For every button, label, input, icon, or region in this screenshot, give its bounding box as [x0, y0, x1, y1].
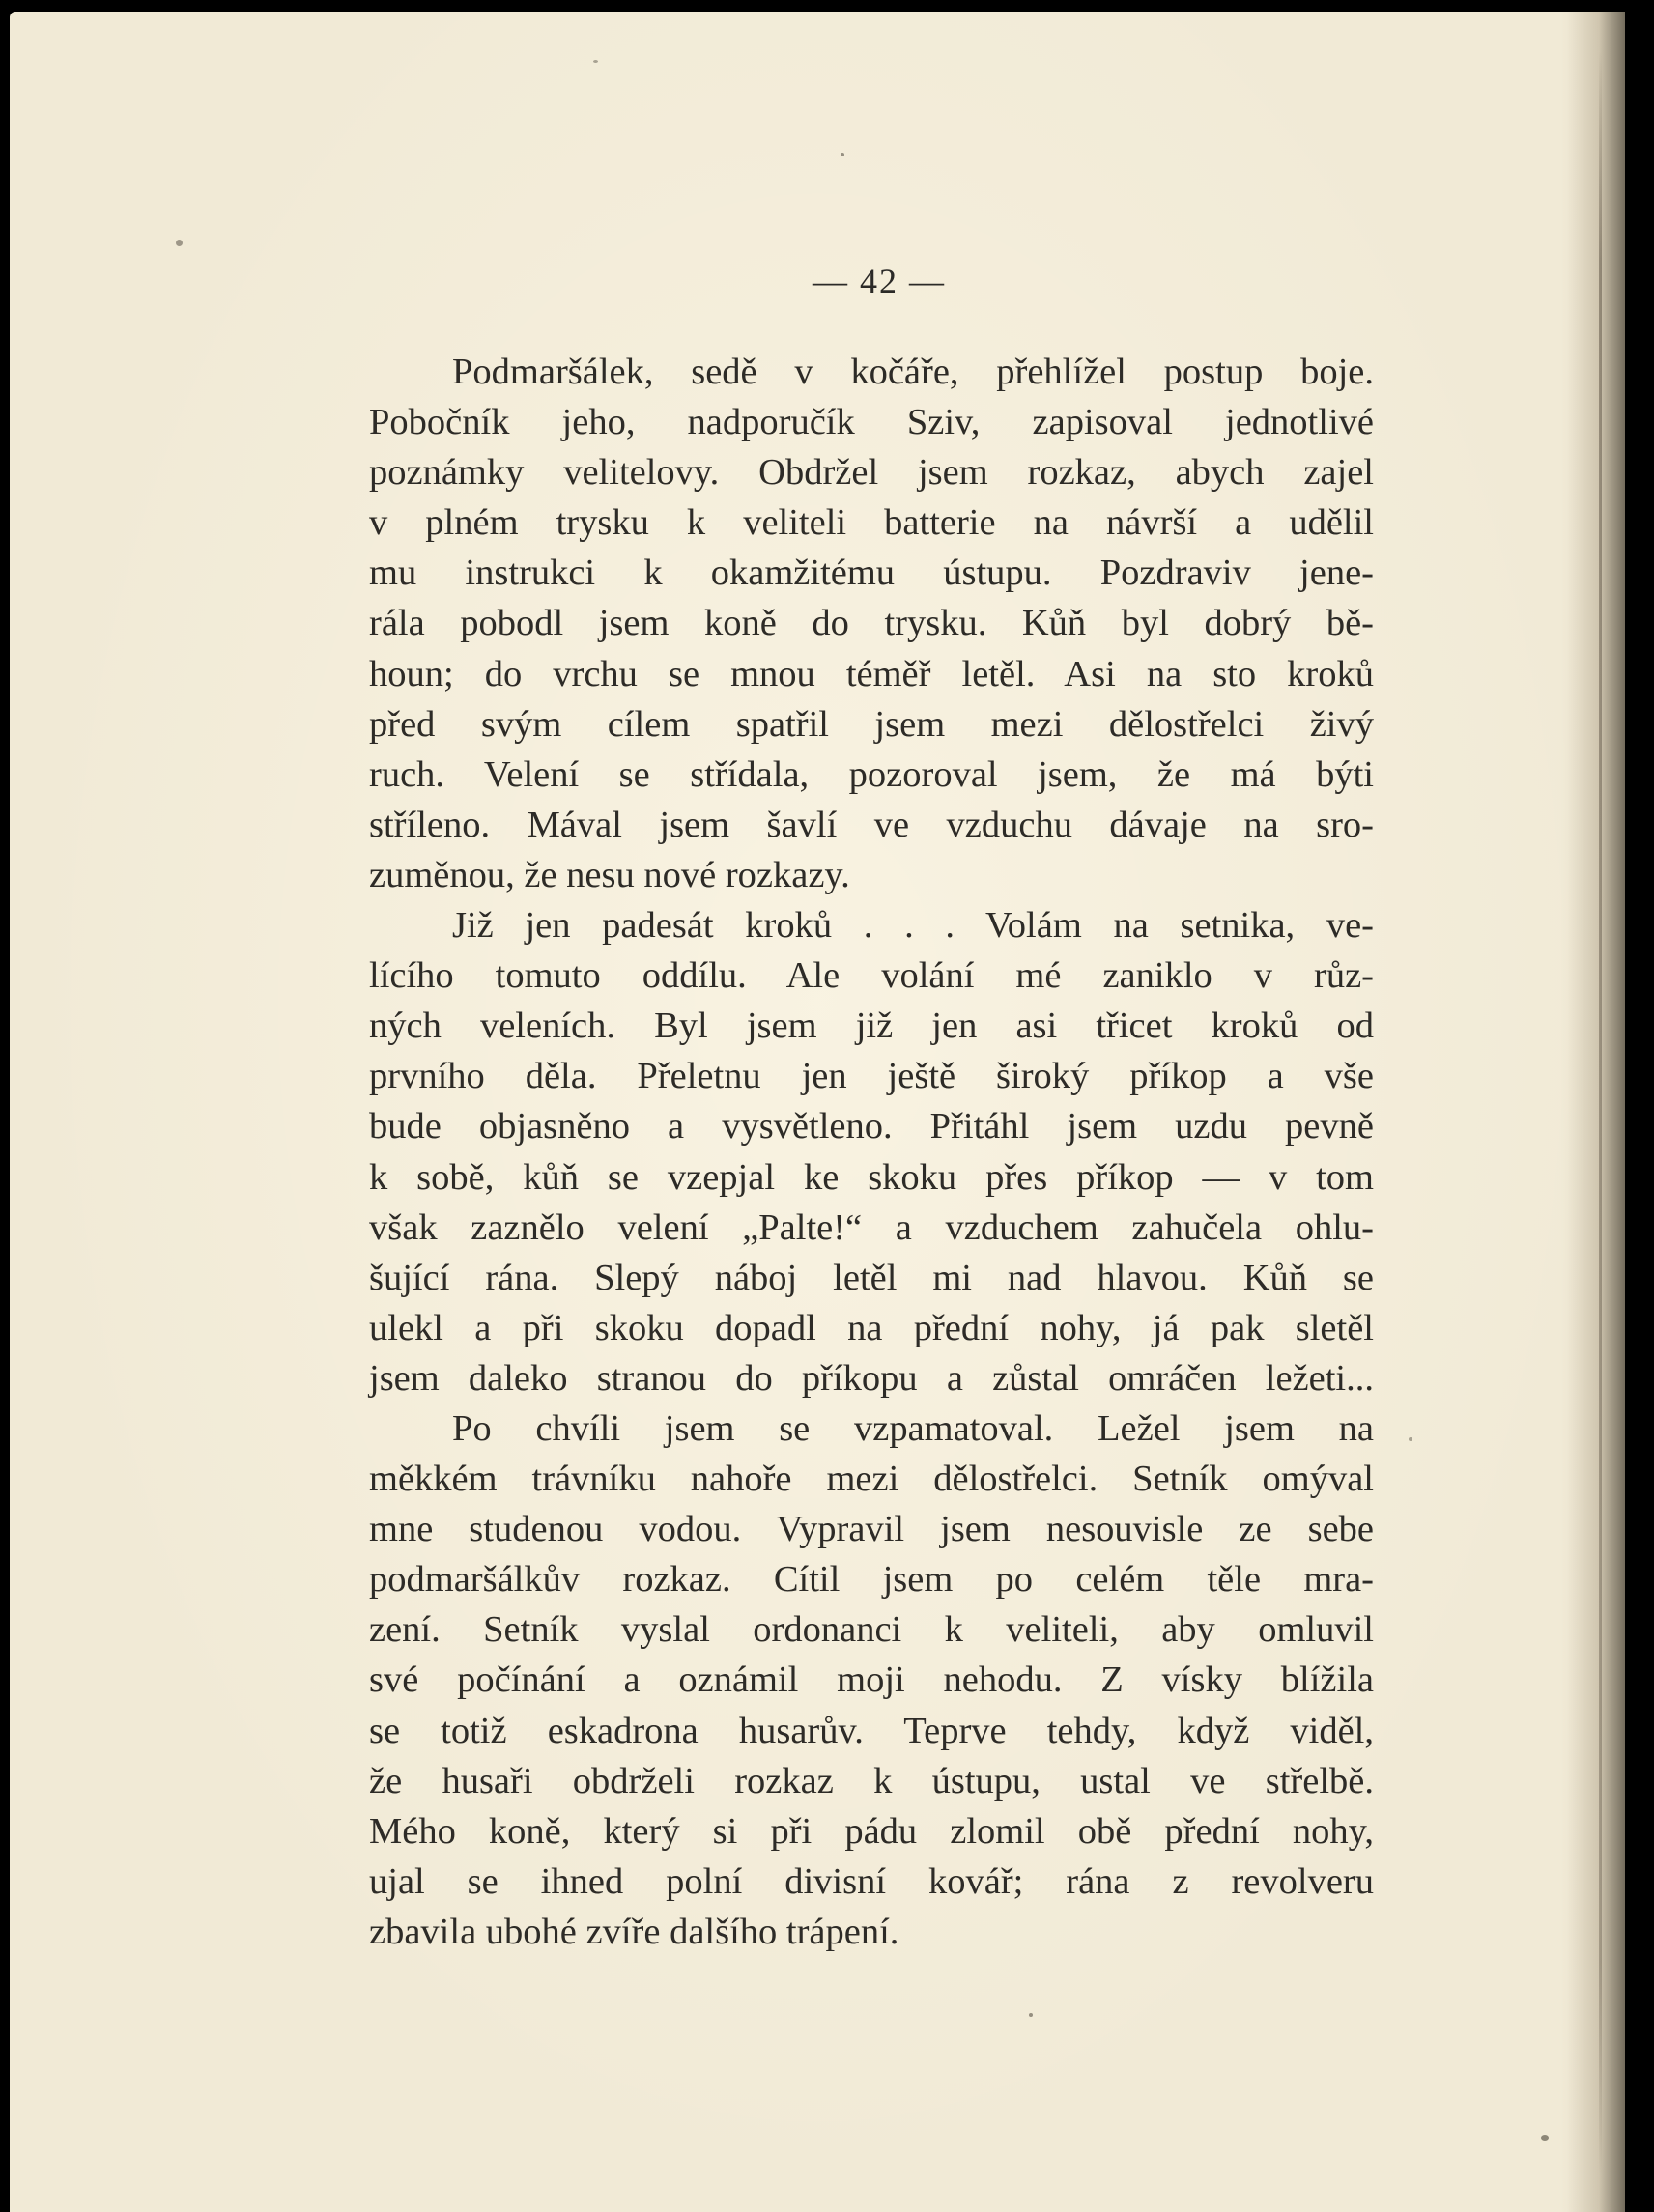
text-line: mu instrukci k okamžitému ústupu. Pozdraviv jene- [369, 553, 1374, 594]
text-line: Podmaršálek, sedě v kočáře, přehlížel postup boje. [452, 352, 1374, 392]
text-line: měkkém trávníku nahoře mezi dělostřelci. Setník omýval [369, 1459, 1374, 1500]
text-line: poznámky velitelovy. Obdržel jsem rozkaz, abych zajel [369, 452, 1374, 494]
text-line: podmaršálkův rozkaz. Cítil jsem po celém těle mra- [369, 1559, 1374, 1601]
text-line: zbavila ubohé zvíře dalšího trápení. [369, 1911, 899, 1952]
text-line: zení. Setník vyslal ordonanci k veliteli, aby omluvil [369, 1609, 1374, 1651]
text-line: stříleno. Mával jsem šavlí ve vzduchu dávaje na sro- [369, 804, 1374, 845]
page-number: — 42 — [813, 262, 946, 300]
ink-speck [1029, 2013, 1033, 2017]
text-line: rála pobodl jsem koně do trysku. Kůň byl dobrý bě- [369, 603, 1374, 644]
text-line: že husaři obdrželi rozkaz k ústupu, ustal ve střelbě. [369, 1760, 1374, 1801]
text-line: houn; do vrchu se mnou téměř letěl. Asi na sto kroků [369, 653, 1374, 695]
text-line: lícího tomuto oddílu. Ale volání mé zaniklo v růz- [369, 955, 1374, 997]
text-line: k sobě, kůň se vzepjal ke skoku přes příkop — v tom [369, 1156, 1374, 1198]
ink-speck [176, 240, 183, 246]
text-line: Po chvíli jsem se vzpamatoval. Ležel jsem na [452, 1407, 1374, 1449]
text-line: šující rána. Slepý náboj letěl mi nad hlavou. Kůň se [369, 1257, 1374, 1298]
text-line: Již jen padesát kroků . . . Volám na setnika, ve- [452, 905, 1374, 947]
text-line: v plném trysku k veliteli batterie na návrší a udělil [369, 502, 1374, 544]
text-line: se totiž eskadrona husarův. Teprve tehdy, když viděl, [369, 1710, 1374, 1751]
text-line: ulekl a při skoku dopadl na přední nohy, já pak sletěl [369, 1307, 1374, 1348]
text-line: Pobočník jeho, nadporučík Sziv, zapisoval jednotlivé [369, 402, 1374, 443]
page-edge-line [1599, 50, 1602, 2175]
text-line: prvního děla. Přeletnu jen ještě široký příkop a vše [369, 1056, 1374, 1097]
text-line: ruch. Velení se střídala, pozoroval jsem, že má býti [369, 753, 1374, 795]
text-line: ujal se ihned polní divisní kovář; rána z revolveru [369, 1860, 1374, 1902]
text-line: jsem daleko stranou do příkopu a zůstal omráčen ležeti... [369, 1357, 1374, 1399]
text-line: bude objasněno a vysvětleno. Přitáhl jsem uzdu pevně [369, 1106, 1374, 1148]
text-line: však zaznělo velení „Palte!“ a vzduchem zahučela ohlu- [369, 1206, 1374, 1248]
text-line: mne studenou vodou. Vypravil jsem nesouvisle ze sebe [369, 1509, 1374, 1550]
text-line: zuměnou, že nesu nové rozkazy. [369, 854, 850, 895]
ink-speck [1541, 2135, 1549, 2141]
page-gutter-shadow [1567, 12, 1625, 2212]
ink-speck [1409, 1437, 1412, 1441]
ink-speck [841, 153, 844, 156]
text-line: své počínání a oznámil moji nehodu. Z vísky blížila [369, 1659, 1374, 1701]
text-line: před svým cílem spatřil jsem mezi dělostřelci živý [369, 703, 1374, 745]
text-line: ných veleních. Byl jsem již jen asi třicet kroků od [369, 1006, 1374, 1047]
ink-speck [593, 60, 598, 63]
text-line: Mého koně, který si při pádu zlomil obě přední nohy, [369, 1810, 1374, 1852]
book-page [10, 12, 1625, 2212]
page-body-text [369, 347, 1374, 1957]
